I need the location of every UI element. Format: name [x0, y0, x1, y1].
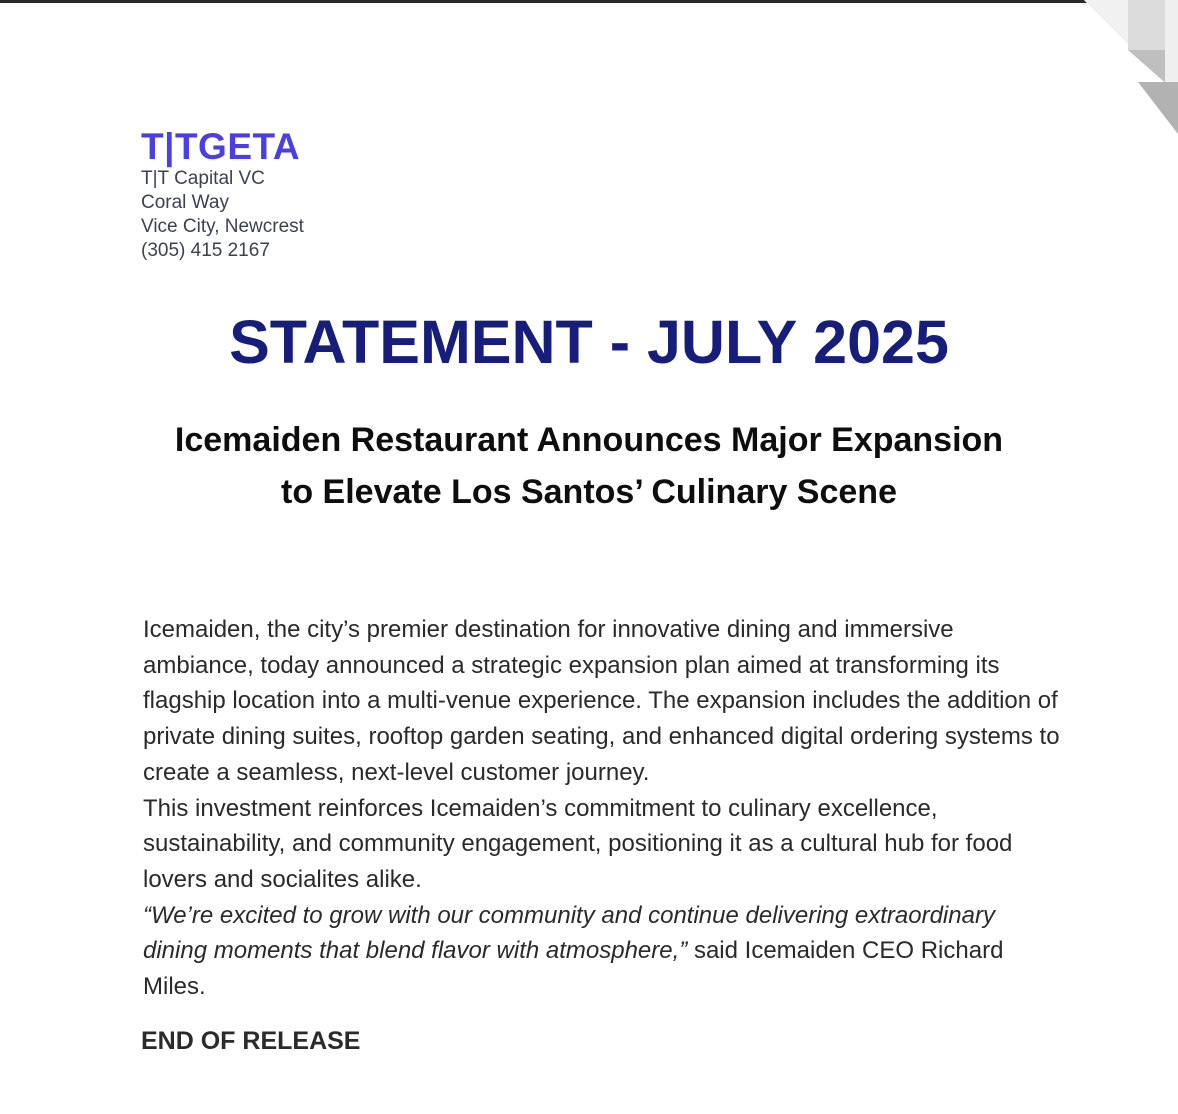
- body-paragraph-2: This investment reinforces Icemaiden’s commitment to culinary excellence, sustainability, and community engagement, positioning it as a cultural hub for food lovers and socialites alike.: [143, 794, 1013, 893]
- brand-name: T|TGETA: [141, 126, 301, 167]
- page-corner-decoration: [1038, 0, 1178, 140]
- top-border-rule: [0, 0, 1178, 3]
- address-phone: (305) 415 2167: [141, 240, 270, 261]
- press-headline: [0, 414, 1178, 518]
- address-company: T|T Capital VC: [141, 168, 265, 189]
- body-paragraph-1: Icemaiden, the city’s premier destination for innovative dining and immersive ambiance, today announced a strategic expansion plan aimed at transforming its flagship location into a multi-venue experience. The expansion includes the addition of private dining suites, rooftop garden seating, and enhanced digital ordering systems to create a seamless, next-level customer journey.: [143, 616, 1060, 786]
- body-quote-paragraph: [143, 898, 1063, 1005]
- address-street: Coral Way: [141, 192, 229, 213]
- letterhead: [141, 127, 304, 263]
- statement-title: STATEMENT - JULY 2025: [229, 308, 949, 376]
- ceo-quote: “We’re excited to grow with our community and continue delivering extraordinary dining moments that blend flavor with atmosphere,”: [143, 901, 995, 965]
- press-body: [143, 612, 1063, 1005]
- quote-attribution: said Icemaiden CEO Richard Miles.: [143, 937, 1004, 1001]
- headline-line-1: Icemaiden Restaurant Announces Major Expansion: [174, 421, 1004, 459]
- headline-line-2: to Elevate Los Santos’ Culinary Scene: [281, 473, 897, 511]
- end-of-release: END OF RELEASE: [141, 1027, 361, 1055]
- address-city: Vice City, Newcrest: [141, 216, 304, 237]
